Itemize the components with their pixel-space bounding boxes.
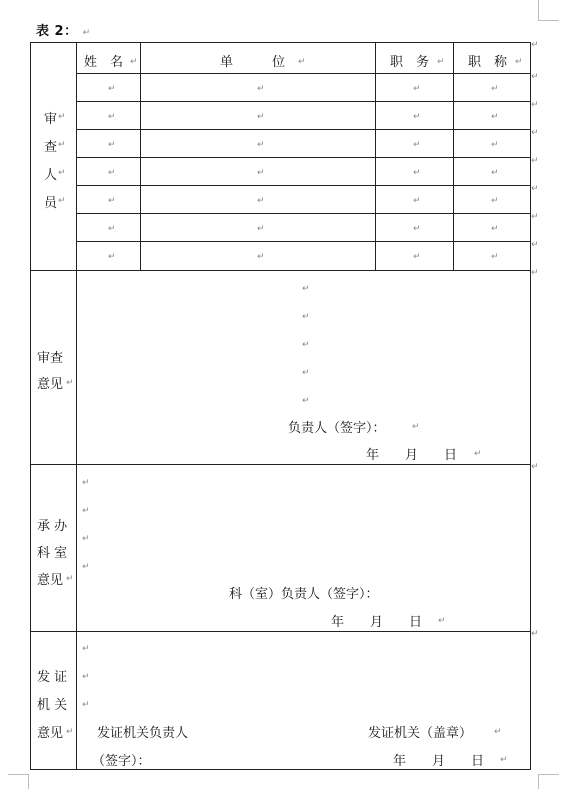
table-cell[interactable]: ↵ [491,112,499,122]
table-cell[interactable]: ↵ [257,112,265,122]
table-cell[interactable]: ↵ [257,140,265,150]
section-label: 机 关 [37,698,68,713]
table-cell[interactable]: ↵ [413,140,421,150]
grid-row-divider [76,157,531,158]
caption-text: 表 2： [36,24,78,39]
grid-row-divider [76,213,531,214]
table-cell[interactable]: ↵ [413,224,421,234]
table-cell[interactable]: ↵ [257,224,265,234]
table-cell[interactable]: ↵ [491,224,499,234]
table-cell[interactable]: ↵ [108,196,116,206]
section-label: 承 办 [37,519,68,534]
section-label: 科 室 [37,546,68,561]
side-label-char: 人 [44,168,58,183]
table-cell[interactable]: ↵ [491,252,499,262]
issuer-signer-label: 发证机关负责人 [97,726,189,741]
section-divider [30,270,531,271]
grid-column-divider [375,42,376,270]
section-divider [30,464,531,465]
signer-label: 负责人（签字）： [288,421,386,436]
table-cell[interactable]: ↵ [413,168,421,178]
date-line: 年 月 日 [331,615,423,630]
table-cell[interactable]: ↵ [108,252,116,262]
table-cell[interactable]: ↵ [413,252,421,262]
table-cell[interactable]: ↵ [257,84,265,94]
paragraph-mark: ↵ [82,28,91,38]
table-cell[interactable]: ↵ [108,112,116,122]
table-cell[interactable]: ↵ [491,196,499,206]
issuer-signature-label: （签字）： [92,754,151,769]
grid-row-divider [76,129,531,130]
table-cell[interactable]: ↵ [491,84,499,94]
page-corner-mark [538,0,559,21]
table-cell[interactable]: ↵ [108,168,116,178]
grid-row-divider [76,241,531,242]
column-header-position: 职 务 [390,55,430,70]
section-divider [30,631,531,632]
label-column-divider [76,42,77,770]
table-cell[interactable]: ↵ [413,84,421,94]
grid-row-divider [76,185,531,186]
column-header-title: 职 称 [468,55,508,70]
page-corner-mark [8,774,29,789]
column-header-unit: 单 位 [220,55,286,70]
grid-column-divider [453,42,454,270]
form-table [30,42,531,770]
table-cell[interactable]: ↵ [257,252,265,262]
side-label-char: 员 [44,196,58,211]
section-label: 审查 [37,351,64,366]
page-corner-mark [538,774,559,789]
document-page: 表 2： ↵ 审 查 人 员 ↵ ↵ ↵ ↵ 姓 名 单 位 职 务 职 称 ↵ ↵ ↵ ↵ ↵ ↵ ↵ ↵ ↵ ↵ ↵ ↵ ↵ ↵ ↵ ↵ ↵ ↵ ↵ ↵ ↵ ↵ ↵ ↵ ↵ ↵ ↵ ↵ ↵ ↵ ↵ ↵ 审查 意见 ↵ ↵ ↵ ↵ ↵ ↵ 负责人（签字）： ↵ 年 月 日 ↵ 承 办 科 室 意见 ↵ ↵ ↵ ↵ ↵ 科（室）负责人（签字）： 年 月 日 ↵ 发 证 机 关 意见 ↵ ↵ ↵ ↵ 发证机关负责人 （签字）： 发证机关（盖章） ↵ 年 月 日 ↵ ↵ ↵ ↵ ↵ ↵ ↵ ↵ ↵ ↵ ↵ ↵ [0,0,567,793]
table-cell[interactable]: ↵ [257,168,265,178]
column-header-name: 姓 名 [84,55,124,70]
section-label: 发 证 [37,670,68,685]
table-cell[interactable]: ↵ [108,224,116,234]
table-cell[interactable]: ↵ [108,84,116,94]
grid-row-divider [76,101,531,102]
table-cell[interactable]: ↵ [108,140,116,150]
table-cell[interactable]: ↵ [413,196,421,206]
date-line: 年 月 日 [366,448,458,463]
issuer-seal-label: 发证机关（盖章） [368,726,473,741]
signer-label: 科（室）负责人（签字）： [229,587,379,602]
date-line: 年 月 日 [393,754,485,769]
table-cell[interactable]: ↵ [413,112,421,122]
table-cell[interactable]: ↵ [491,168,499,178]
section-label: 意见 [37,726,64,741]
side-label-char: 审 [44,112,58,127]
table-cell[interactable]: ↵ [491,140,499,150]
table-cell[interactable]: ↵ [257,196,265,206]
side-label-char: 查 [44,140,58,155]
grid-column-divider [140,42,141,270]
section-label: 意见 [37,377,64,392]
section-label: 意见 [37,573,64,588]
table-caption [36,20,91,39]
grid-row-divider [76,73,531,74]
